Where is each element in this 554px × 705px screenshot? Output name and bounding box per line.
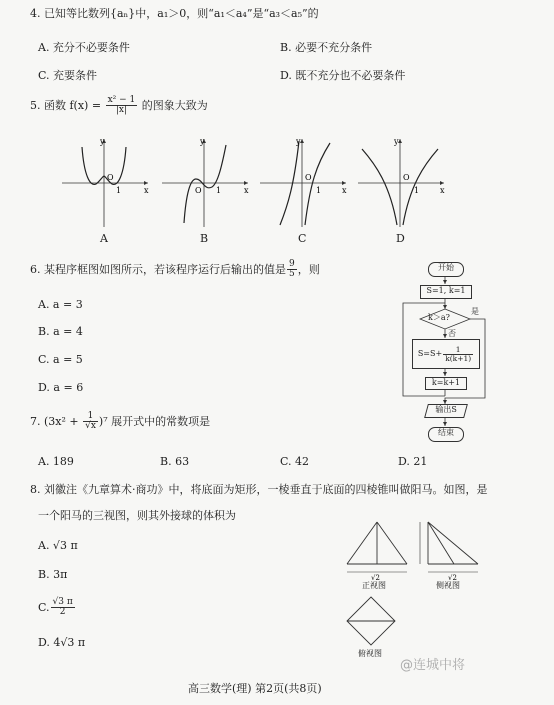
graph-d-y-label: y bbox=[394, 137, 399, 146]
q8-option-d: D. 4√3 π bbox=[38, 636, 86, 649]
graph-d-x-label: x bbox=[440, 186, 445, 195]
q4-option-c: C. 充要条件 bbox=[38, 69, 98, 82]
q8-front-view bbox=[343, 518, 411, 580]
graph-b-tick: 1 bbox=[216, 186, 222, 195]
q8-option-b: B. 3π bbox=[38, 568, 68, 581]
front-view-dim: √2 bbox=[371, 574, 380, 582]
q5-label-a: A bbox=[100, 232, 108, 245]
graph-a-origin: O bbox=[107, 173, 114, 182]
flowchart-start: 开始 bbox=[428, 262, 464, 277]
q4-option-a: A. 充分不必要条件 bbox=[38, 41, 130, 54]
q8-side-view-label: 侧视图 bbox=[436, 581, 460, 590]
graph-a-y-label: y bbox=[100, 137, 105, 146]
q8-stem-line1: 8. 刘徽注《九章算术·商功》中，将底面为矩形，一棱垂直于底面的四棱锥叫做阳马。如图，是 bbox=[30, 483, 488, 496]
graph-d-origin: O bbox=[403, 173, 410, 182]
q7-option-b: B. 63 bbox=[160, 455, 190, 468]
q5-stem: 5. 函数 f(x) = $\frac{\text{x² − 1}}{|x|}$ 的图象大致为 bbox=[30, 95, 208, 116]
flowchart-end: 结束 bbox=[428, 427, 464, 442]
graph-a-tick: 1 bbox=[116, 186, 122, 195]
q8-top-view-label: 俯视图 bbox=[358, 649, 382, 658]
flowchart-assign: S=S+ $\frac{1}{k(k+1)}$ bbox=[412, 339, 480, 369]
graph-b-y-label: y bbox=[200, 137, 205, 146]
flowchart-incr: k=k+1 bbox=[425, 377, 467, 390]
q8-option-a: A. √3 π bbox=[38, 539, 78, 552]
q8-front-view-label: 正视图 bbox=[362, 581, 386, 590]
graph-c-y-label: y bbox=[296, 137, 301, 146]
q4-option-b: B. 必要不充分条件 bbox=[280, 41, 373, 54]
q6-option-c: C. a = 5 bbox=[38, 353, 83, 366]
flowchart-cond: k＞a? bbox=[428, 313, 450, 322]
q7-option-d: D. 21 bbox=[398, 455, 428, 468]
graph-c-origin: O bbox=[305, 173, 312, 182]
page-footer: 高三数学(理) 第2页(共8页) bbox=[188, 682, 322, 695]
watermark: @连城中将 bbox=[400, 658, 466, 673]
graph-b-x-label: x bbox=[244, 186, 249, 195]
side-view-dim: √2 bbox=[448, 574, 457, 582]
q7-stem: 7. (3x² + $\frac{1}{√x}$ )⁷ 展开式中的常数项是 bbox=[30, 411, 211, 432]
q4-stem: 4. 已知等比数列{aₙ}中，a₁＞0，则“a₁＜a₄”是“a₃＜a₅”的 bbox=[30, 7, 319, 20]
q5-label-d: D bbox=[396, 232, 405, 245]
flowchart-init: S=1, k=1 bbox=[420, 285, 472, 299]
q7-option-a: A. 189 bbox=[38, 455, 74, 468]
graph-c-tick: 1 bbox=[316, 186, 322, 195]
graph-b-origin: O bbox=[195, 186, 202, 195]
q6-option-a: A. a = 3 bbox=[38, 298, 83, 311]
q6-option-b: B. a = 4 bbox=[38, 325, 83, 338]
q6-stem: 6. 某程序框图如图所示，若该程序运行后输出的值是 $\frac{9}{5}$ ，则 bbox=[30, 259, 320, 280]
flowchart-output: 输出S bbox=[424, 404, 468, 418]
q8-top-view bbox=[343, 593, 399, 649]
q8-stem-line2: 一个阳马的三视图，则其外接球的体积为 bbox=[38, 509, 236, 522]
q6-option-d: D. a = 6 bbox=[38, 381, 84, 394]
graph-a-x-label: x bbox=[144, 186, 149, 195]
q5-label-c: C bbox=[298, 232, 307, 245]
q8-option-c: C. $\frac{√3 \pi}{2}$ bbox=[38, 597, 73, 618]
graph-c-x-label: x bbox=[342, 186, 347, 195]
q7-option-c: C. 42 bbox=[280, 455, 310, 468]
flowchart-yes: 是 bbox=[471, 307, 479, 316]
graph-d-tick: 1 bbox=[414, 186, 420, 195]
flowchart-no: 否 bbox=[448, 329, 456, 338]
q5-label-b: B bbox=[200, 232, 209, 245]
q4-option-d: D. 既不充分也不必要条件 bbox=[280, 69, 406, 82]
q8-side-view bbox=[414, 518, 482, 580]
